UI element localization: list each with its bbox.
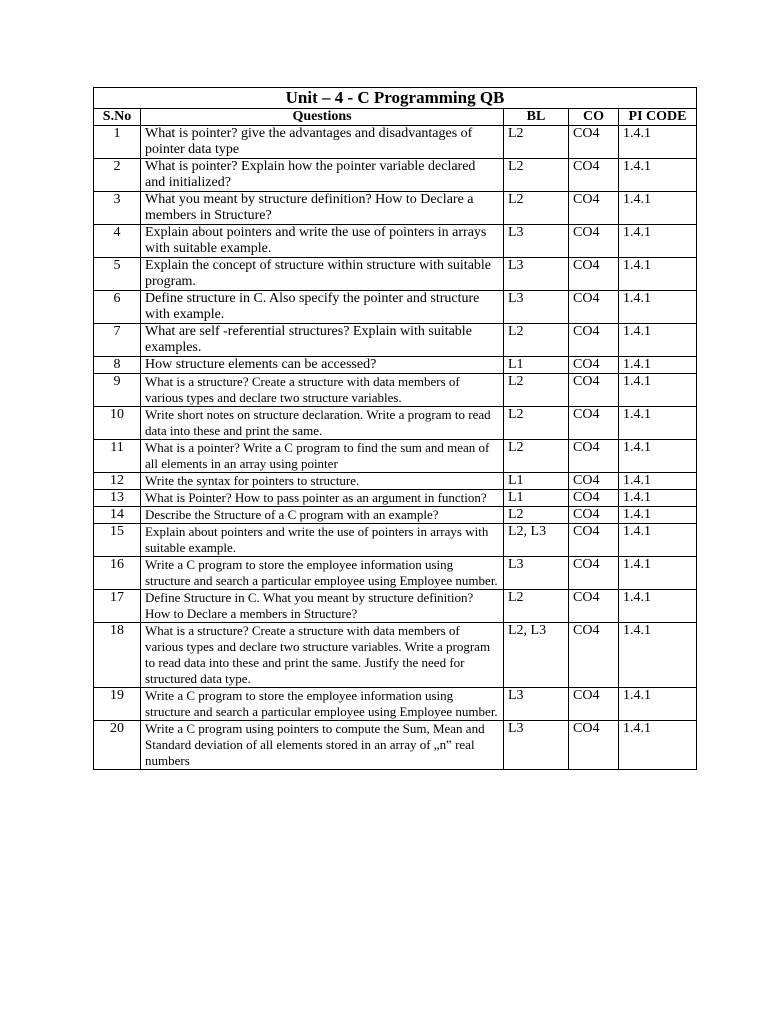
course-outcome: CO4 [569, 324, 619, 357]
course-outcome: CO4 [569, 374, 619, 407]
course-outcome: CO4 [569, 440, 619, 473]
bloom-level: L3 [504, 688, 569, 721]
header-sno: S.No [94, 109, 141, 126]
header-pi-code: PI CODE [619, 109, 697, 126]
question-text: What is pointer? Explain how the pointer variable declared and initialized? [141, 159, 504, 192]
bloom-level: L2 [504, 324, 569, 357]
question-bank-table [93, 87, 697, 770]
table-row [94, 721, 697, 770]
table-row [94, 440, 697, 473]
title-row [94, 88, 697, 109]
question-number: 12 [94, 473, 141, 490]
bloom-level: L1 [504, 473, 569, 490]
table-row [94, 192, 697, 225]
question-number: 11 [94, 440, 141, 473]
question-text: What is pointer? give the advantages and disadvantages of pointer data type [141, 126, 504, 159]
table-row [94, 374, 697, 407]
pi-code: 1.4.1 [619, 192, 697, 225]
question-text: How structure elements can be accessed? [141, 357, 504, 374]
table-row [94, 688, 697, 721]
course-outcome: CO4 [569, 688, 619, 721]
bloom-level: L2 [504, 407, 569, 440]
table-row [94, 159, 697, 192]
bloom-level: L3 [504, 258, 569, 291]
question-number: 18 [94, 623, 141, 688]
course-outcome: CO4 [569, 159, 619, 192]
header-row [94, 109, 697, 126]
question-text: Write the syntax for pointers to structure. [141, 473, 504, 490]
pi-code: 1.4.1 [619, 357, 697, 374]
table-row [94, 557, 697, 590]
course-outcome: CO4 [569, 507, 619, 524]
question-text: Write short notes on structure declaration. Write a program to read data into these and print the same. [141, 407, 504, 440]
pi-code: 1.4.1 [619, 473, 697, 490]
bloom-level: L3 [504, 291, 569, 324]
pi-code: 1.4.1 [619, 374, 697, 407]
question-number: 6 [94, 291, 141, 324]
pi-code: 1.4.1 [619, 524, 697, 557]
question-text: Explain about pointers and write the use of pointers in arrays with suitable example. [141, 524, 504, 557]
table-row [94, 623, 697, 688]
table-row [94, 524, 697, 557]
bloom-level: L2 [504, 159, 569, 192]
course-outcome: CO4 [569, 623, 619, 688]
bloom-level: L2 [504, 440, 569, 473]
table-row [94, 357, 697, 374]
bloom-level: L3 [504, 557, 569, 590]
question-number: 15 [94, 524, 141, 557]
question-text: Define Structure in C. What you meant by structure definition? How to Declare a members in Structure? [141, 590, 504, 623]
table-row [94, 324, 697, 357]
pi-code: 1.4.1 [619, 721, 697, 770]
question-text: What are self -referential structures? Explain with suitable examples. [141, 324, 504, 357]
question-text: What you meant by structure definition? How to Declare a members in Structure? [141, 192, 504, 225]
question-number: 20 [94, 721, 141, 770]
course-outcome: CO4 [569, 126, 619, 159]
course-outcome: CO4 [569, 721, 619, 770]
table-row [94, 126, 697, 159]
course-outcome: CO4 [569, 192, 619, 225]
header-bl: BL [504, 109, 569, 126]
question-text: Define structure in C. Also specify the pointer and structure with example. [141, 291, 504, 324]
course-outcome: CO4 [569, 258, 619, 291]
pi-code: 1.4.1 [619, 126, 697, 159]
table-row [94, 407, 697, 440]
bloom-level: L2 [504, 374, 569, 407]
question-number: 10 [94, 407, 141, 440]
pi-code: 1.4.1 [619, 557, 697, 590]
course-outcome: CO4 [569, 490, 619, 507]
pi-code: 1.4.1 [619, 440, 697, 473]
table-row [94, 490, 697, 507]
question-number: 8 [94, 357, 141, 374]
question-text: Write a C program to store the employee information using structure and search a particular employee using Employee number. [141, 688, 504, 721]
pi-code: 1.4.1 [619, 688, 697, 721]
pi-code: 1.4.1 [619, 590, 697, 623]
course-outcome: CO4 [569, 291, 619, 324]
question-number: 9 [94, 374, 141, 407]
question-text: Explain the concept of structure within structure with suitable program. [141, 258, 504, 291]
pi-code: 1.4.1 [619, 623, 697, 688]
pi-code: 1.4.1 [619, 258, 697, 291]
course-outcome: CO4 [569, 225, 619, 258]
bloom-level: L2 [504, 126, 569, 159]
table-row [94, 590, 697, 623]
pi-code: 1.4.1 [619, 324, 697, 357]
bloom-level: L2 [504, 590, 569, 623]
question-number: 17 [94, 590, 141, 623]
question-text: Describe the Structure of a C program with an example? [141, 507, 504, 524]
bloom-level: L2 [504, 192, 569, 225]
table-row [94, 258, 697, 291]
question-number: 3 [94, 192, 141, 225]
question-text: Write a C program to store the employee information using structure and search a particular employee using Employee number. [141, 557, 504, 590]
question-text: Explain about pointers and write the use of pointers in arrays with suitable example. [141, 225, 504, 258]
question-number: 2 [94, 159, 141, 192]
table-row [94, 291, 697, 324]
bloom-level: L3 [504, 225, 569, 258]
table-body [94, 126, 697, 770]
course-outcome: CO4 [569, 357, 619, 374]
bloom-level: L2, L3 [504, 623, 569, 688]
question-text: Write a C program using pointers to compute the Sum, Mean and Standard deviation of all elements stored in an array of „n‟ real numbers [141, 721, 504, 770]
table-row [94, 473, 697, 490]
header-co: CO [569, 109, 619, 126]
bloom-level: L2, L3 [504, 524, 569, 557]
pi-code: 1.4.1 [619, 407, 697, 440]
question-number: 14 [94, 507, 141, 524]
header-questions: Questions [141, 109, 504, 126]
pi-code: 1.4.1 [619, 225, 697, 258]
question-number: 16 [94, 557, 141, 590]
question-text: What is Pointer? How to pass pointer as an argument in function? [141, 490, 504, 507]
question-text: What is a structure? Create a structure with data members of various types and declare two structure variables. Write a program to read data into these and print the same. Justify the need for structured data type. [141, 623, 504, 688]
question-number: 5 [94, 258, 141, 291]
question-number: 7 [94, 324, 141, 357]
bloom-level: L1 [504, 490, 569, 507]
question-number: 19 [94, 688, 141, 721]
question-number: 4 [94, 225, 141, 258]
bloom-level: L2 [504, 507, 569, 524]
pi-code: 1.4.1 [619, 490, 697, 507]
question-number: 1 [94, 126, 141, 159]
question-text: What is a structure? Create a structure with data members of various types and declare two structure variables. [141, 374, 504, 407]
table-row [94, 507, 697, 524]
question-number: 13 [94, 490, 141, 507]
course-outcome: CO4 [569, 473, 619, 490]
table-title: Unit – 4 - C Programming QB [94, 88, 697, 109]
pi-code: 1.4.1 [619, 507, 697, 524]
course-outcome: CO4 [569, 407, 619, 440]
question-text: What is a pointer? Write a C program to find the sum and mean of all elements in an array using pointer [141, 440, 504, 473]
table-row [94, 225, 697, 258]
pi-code: 1.4.1 [619, 159, 697, 192]
pi-code: 1.4.1 [619, 291, 697, 324]
course-outcome: CO4 [569, 557, 619, 590]
bloom-level: L3 [504, 721, 569, 770]
bloom-level: L1 [504, 357, 569, 374]
course-outcome: CO4 [569, 590, 619, 623]
course-outcome: CO4 [569, 524, 619, 557]
